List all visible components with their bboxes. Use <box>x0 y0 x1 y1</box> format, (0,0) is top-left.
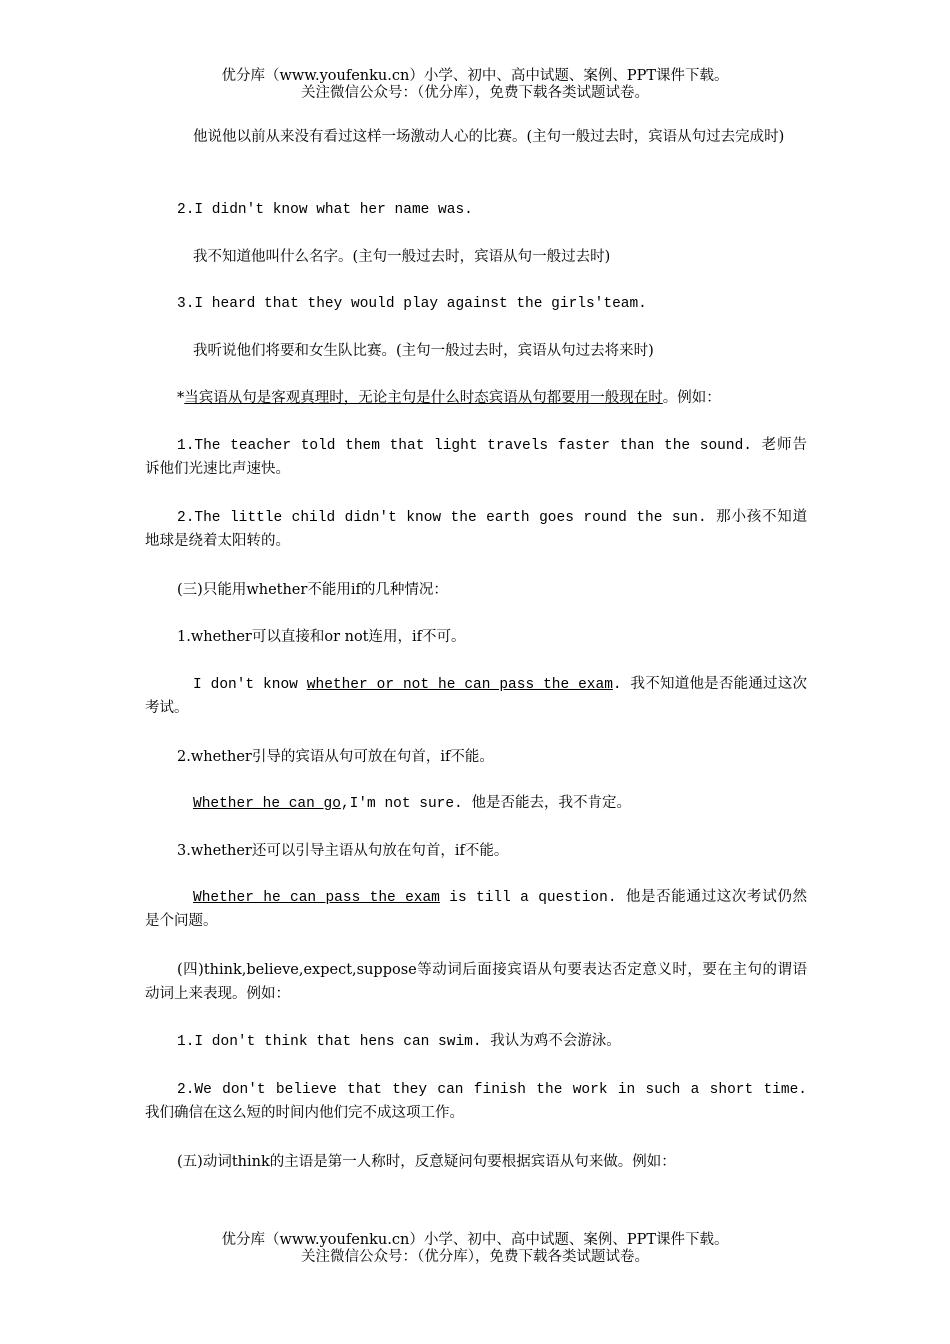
whether-rule-1: 1.whether可以直接和or not连用，if不可。 <box>177 629 466 645</box>
underlined-clause: whether or not he can pass the exam <box>306 677 613 693</box>
rule-tail: 。例如： <box>662 390 721 406</box>
paragraph-translation-2: 我不知道他叫什么名字。(主句一般过去时，宾语从句一般过去时) <box>193 249 611 265</box>
truth-example-1: 1.The teacher told them that light travels faster than the sound. 老师告诉他们光速比声速快。 <box>145 438 807 478</box>
paragraph-translation-3: 我听说他们将要和女生队比赛。(主句一般过去时，宾语从句过去将来时) <box>193 343 654 359</box>
truth-example-2: 2.The little child didn't know the earth goes round the sun. 那小孩不知道地球是绕着太阳转的。 <box>145 510 807 550</box>
underlined-clause: Whether he can pass the exam <box>193 890 440 906</box>
whether-example-1 <box>145 673 807 721</box>
rule-star: * <box>177 390 185 406</box>
rule-objective-truth <box>145 386 807 410</box>
paragraph-translation-1: 他说他以前从来没有看过这样一场激动人心的比赛。(主句一般过去时，宾语从句过去完成时) <box>193 129 785 145</box>
underlined-clause: Whether he can go <box>193 796 341 812</box>
example-suffix: . 我不知道他是否能通过这次考试。 <box>145 677 807 717</box>
section-heading-5: (五)动词think的主语是第一人称时，反意疑问句要根据宾语从句来做。例如： <box>177 1154 676 1170</box>
negation-example-2: 2.We don't believe that they can finish the work in such a short time. 我们确信在这么短的时间内他们完不成这项工作。 <box>145 1082 807 1122</box>
example-suffix: is till a question. 他是否能通过这次考试仍然是个问题。 <box>145 890 808 930</box>
negation-example-1: 1.I don't think that hens can swim. 我认为鸡不会游泳。 <box>177 1034 621 1050</box>
section-heading-4: (四)think,believe,expect,suppose等动词后面接宾语从句要表达否定意义时，要在主句的谓语动词上来表现。例如： <box>145 962 807 1002</box>
whether-example-3 <box>145 886 807 934</box>
section-heading-3: (三)只能用whether不能用if的几种情况： <box>177 582 448 598</box>
whether-rule-2: 2.whether引导的宾语从句可放在句首，if不能。 <box>177 749 494 765</box>
example-suffix: ,I'm not sure. 他是否能去，我不肯定。 <box>340 796 631 812</box>
example-sentence-3: 3.I heard that they would play against the girls'team. <box>177 296 647 312</box>
rule-underlined-text: 当宾语从句是客观真理时，无论主句是什么时态宾语从句都要用一般现在时 <box>184 390 663 406</box>
example-sentence-2: 2.I didn't know what her name was. <box>177 202 473 218</box>
footer-line-2: 关注微信公众号：（优分库），免费下载各类试题试卷。 <box>301 1249 649 1265</box>
footer-line-1: 优分库（www.youfenku.cn）小学、初中、高中试题、案例、PPT课件下载。 <box>221 1232 729 1248</box>
example-prefix: I don't know <box>193 677 307 693</box>
header-line-2: 关注微信公众号：（优分库），免费下载各类试题试卷。 <box>301 85 649 101</box>
header-line-1: 优分库（www.youfenku.cn）小学、初中、高中试题、案例、PPT课件下载。 <box>221 68 729 84</box>
whether-example-2 <box>145 792 807 816</box>
page-header <box>0 68 950 102</box>
page-footer <box>0 1232 950 1266</box>
whether-rule-3: 3.whether还可以引导主语从句放在句首，if不能。 <box>177 843 509 859</box>
